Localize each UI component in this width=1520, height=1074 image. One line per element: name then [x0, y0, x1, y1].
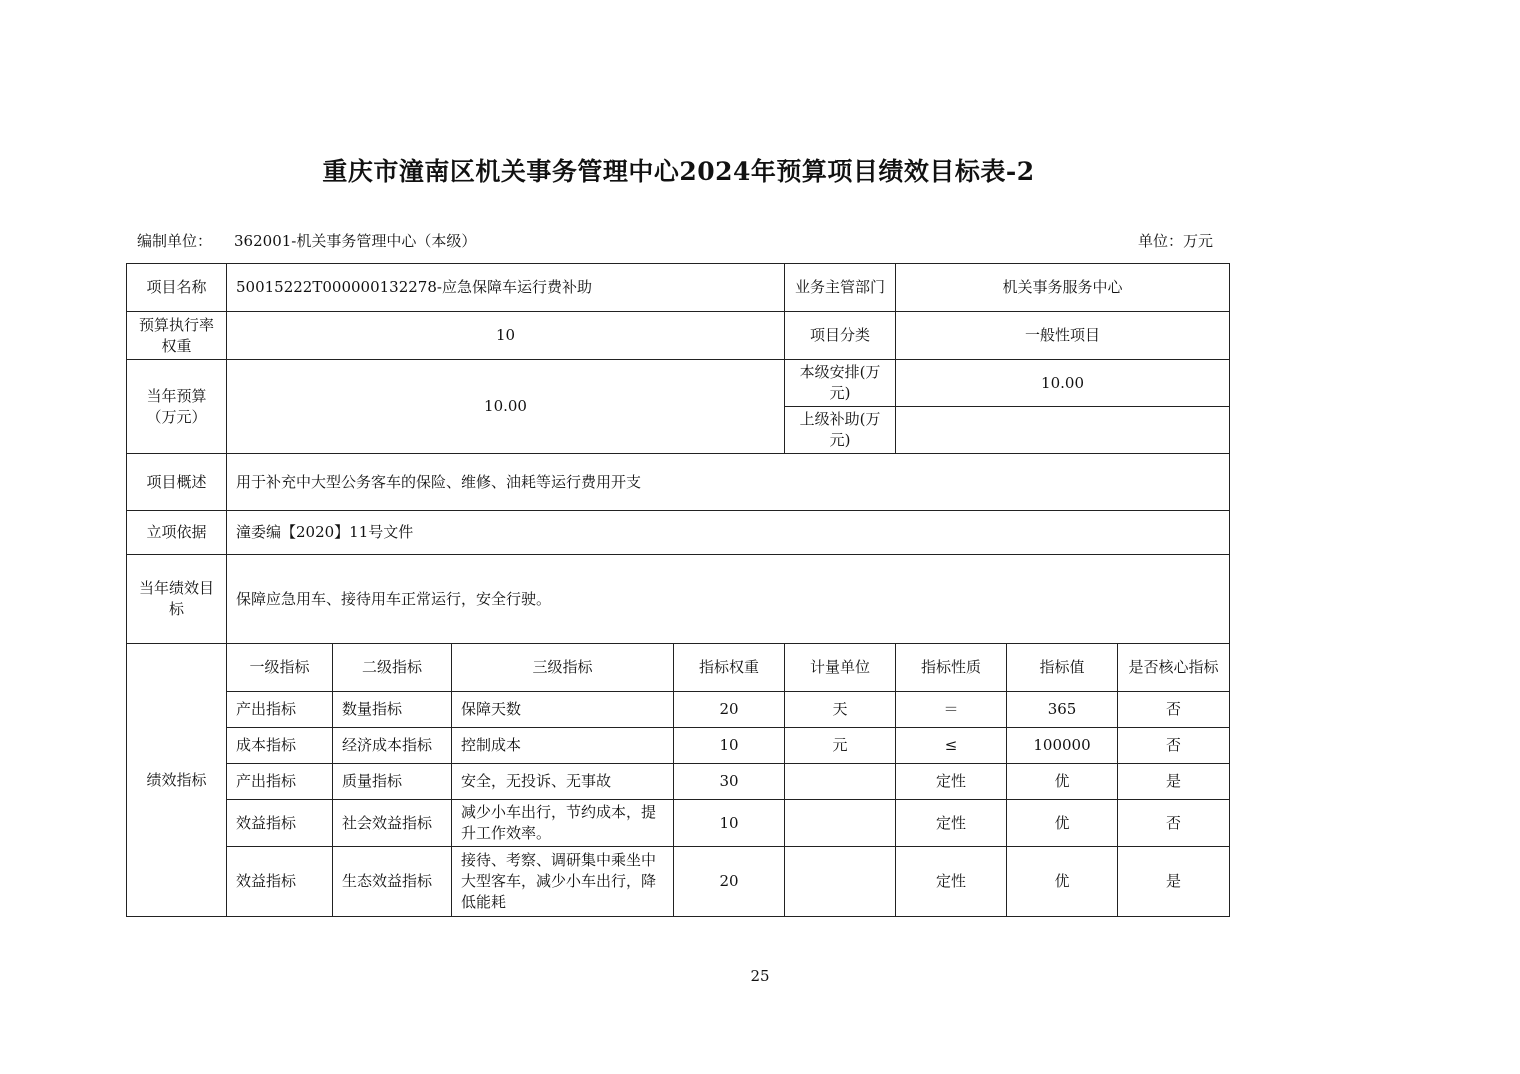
- value-cell: 优: [1007, 764, 1118, 800]
- column-header: 一级指标: [227, 644, 333, 692]
- table-row: [127, 360, 1230, 407]
- project-name-label: 项目名称: [127, 264, 227, 312]
- core-cell: 是: [1118, 764, 1230, 800]
- dept-label: 业务主管部门: [785, 264, 896, 312]
- column-header: 三级指标: [452, 644, 674, 692]
- nature-cell: ≤: [896, 728, 1007, 764]
- basis-label: 立项依据: [127, 511, 227, 555]
- table-row: [127, 800, 1230, 847]
- level1-cell: 成本指标: [227, 728, 333, 764]
- basis-value: 潼委编【2020】11号文件: [227, 511, 1230, 555]
- table-row: [127, 692, 1230, 728]
- unit-cell: 天: [785, 692, 896, 728]
- dept-value: 机关事务服务中心: [896, 264, 1230, 312]
- page-title: 重庆市潼南区机关事务管理中心2024年预算项目绩效目标表-2: [322, 157, 1035, 186]
- weight-cell: 20: [674, 847, 785, 917]
- weight-cell: 20: [674, 692, 785, 728]
- indicators-section-label: 绩效指标: [127, 644, 227, 917]
- level3-cell: 安全，无投诉、无事故: [452, 764, 674, 800]
- level3-cell: 控制成本: [452, 728, 674, 764]
- indicator-header-row: [127, 644, 1230, 692]
- level2-cell: 数量指标: [333, 692, 452, 728]
- core-cell: 否: [1118, 728, 1230, 764]
- unit-label: 单位：万元: [1138, 232, 1214, 250]
- category-value: 一般性项目: [896, 312, 1230, 360]
- project-name-value: 50015222T000000132278-应急保障车运行费补助: [227, 264, 785, 312]
- table-row: [127, 555, 1230, 644]
- value-cell: 100000: [1007, 728, 1118, 764]
- table-row: [127, 454, 1230, 511]
- table-row: [127, 728, 1230, 764]
- upper-label: 上级补助(万元): [785, 407, 896, 454]
- column-header: 二级指标: [333, 644, 452, 692]
- upper-value: [896, 407, 1230, 454]
- table-row: [127, 312, 1230, 360]
- weight-label: 预算执行率权重: [127, 312, 227, 360]
- level3-cell: 减少小车出行，节约成本，提升工作效率。: [452, 800, 674, 847]
- weight-value: 10: [227, 312, 785, 360]
- unit-cell: [785, 764, 896, 800]
- table-row: [127, 511, 1230, 555]
- org-value: 362001-机关事务管理中心（本级）: [234, 232, 477, 250]
- page-number: 25: [750, 967, 770, 985]
- table-row: [127, 264, 1230, 312]
- goal-value: 保障应急用车、接待用车正常运行，安全行驶。: [227, 555, 1230, 644]
- value-cell: 优: [1007, 800, 1118, 847]
- category-label: 项目分类: [785, 312, 896, 360]
- table-row: [127, 847, 1230, 917]
- table-row: [127, 764, 1230, 800]
- org-label: 编制单位：: [137, 232, 213, 250]
- level2-cell: 生态效益指标: [333, 847, 452, 917]
- level1-cell: 产出指标: [227, 692, 333, 728]
- level1-cell: 效益指标: [227, 847, 333, 917]
- column-header: 计量单位: [785, 644, 896, 692]
- level1-cell: 效益指标: [227, 800, 333, 847]
- core-cell: 是: [1118, 847, 1230, 917]
- weight-cell: 10: [674, 728, 785, 764]
- org-info: [137, 230, 476, 251]
- budget-value: 10.00: [227, 360, 785, 454]
- level1-cell: 产出指标: [227, 764, 333, 800]
- column-header: 指标值: [1007, 644, 1118, 692]
- column-header: 指标权重: [674, 644, 785, 692]
- nature-cell: 定性: [896, 764, 1007, 800]
- value-cell: 365: [1007, 692, 1118, 728]
- value-cell: 优: [1007, 847, 1118, 917]
- overview-value: 用于补充中大型公务客车的保险、维修、油耗等运行费用开支: [227, 454, 1230, 511]
- level3-cell: 接待、考察、调研集中乘坐中大型客车，减少小车出行，降低能耗: [452, 847, 674, 917]
- budget-label: 当年预算（万元）: [127, 360, 227, 454]
- column-header: 是否核心指标: [1118, 644, 1230, 692]
- core-cell: 否: [1118, 800, 1230, 847]
- nature-cell: 定性: [896, 847, 1007, 917]
- local-label: 本级安排(万元): [785, 360, 896, 407]
- nature-cell: 定性: [896, 800, 1007, 847]
- unit-cell: [785, 847, 896, 917]
- goal-label: 当年绩效目标: [127, 555, 227, 644]
- local-value: 10.00: [896, 360, 1230, 407]
- nature-cell: ＝: [896, 692, 1007, 728]
- performance-table: [126, 263, 1230, 917]
- core-cell: 否: [1118, 692, 1230, 728]
- level2-cell: 质量指标: [333, 764, 452, 800]
- weight-cell: 10: [674, 800, 785, 847]
- weight-cell: 30: [674, 764, 785, 800]
- column-header: 指标性质: [896, 644, 1007, 692]
- unit-cell: 元: [785, 728, 896, 764]
- overview-label: 项目概述: [127, 454, 227, 511]
- level2-cell: 经济成本指标: [333, 728, 452, 764]
- unit-cell: [785, 800, 896, 847]
- level2-cell: 社会效益指标: [333, 800, 452, 847]
- level3-cell: 保障天数: [452, 692, 674, 728]
